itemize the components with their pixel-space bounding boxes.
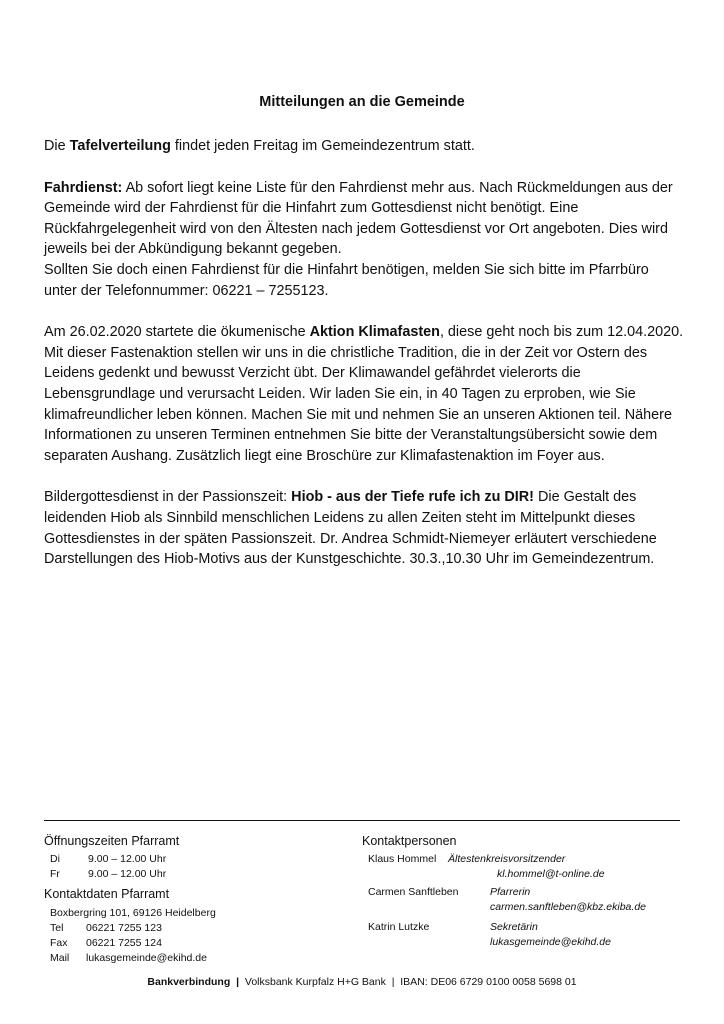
bank-separator: | (236, 976, 240, 988)
person-email: lukasgemeinde@ekihd.de (490, 936, 611, 948)
person-role: Pfarrerin (490, 886, 531, 898)
paragraph-text: Die Gestalt des leidenden Hiob als Sinnbild menschlichen Leidens zu allen Zeiten steht im Mittelpunkt dieses Gottesdienstes in der späten Passionszeit. Dr. Andrea Schmidt-Niemeyer erläutert verschiedene Darstellungen des Hiob-Motivs aus der Kunstgeschichte. 30.3.,10.30 Uhr im Gemeindezentrum. (44, 489, 657, 568)
bank-label: Bankverbindung (147, 976, 231, 988)
paragraph-text: Sollten Sie doch einen Fahrdienst für die Hinfahrt benötigen, melden Sie sich bitte im Pfarrbüro unter der Telefonnummer: 06221 – 7255123. (44, 261, 649, 299)
person-name: Carmen Sanftleben (368, 886, 459, 898)
contact-row-tel (50, 921, 162, 935)
person-email: kl.hommel@t-online.de (497, 868, 605, 880)
person-email: carmen.sanftleben@kbz.ekiba.de (490, 901, 646, 913)
footer-divider (44, 820, 680, 821)
paragraph-klimafasten (44, 322, 684, 466)
opening-hours-day: Di (50, 853, 60, 865)
contact-value: lukasgemeinde@ekihd.de (86, 952, 207, 964)
opening-hours-heading: Öffnungszeiten Pfarramt (44, 834, 180, 848)
bank-details (0, 975, 724, 989)
contact-persons-heading: Kontaktpersonen (362, 834, 457, 848)
address: Boxbergring 101, 69126 Heidelberg (50, 907, 216, 919)
paragraph-bold-text: Aktion Klimafasten (309, 324, 440, 341)
bank-separator: | (391, 976, 395, 988)
paragraph-fahrdienst (44, 178, 684, 302)
opening-hours-row (50, 852, 166, 866)
paragraph-text: , diese geht noch bis zum 12.04.2020. Mit dieser Fastenaktion stellen wir uns in die christliche Tradition, die in der Zeit vor Ostern des Leidens gedenkt und bewusst Verzicht übt. Der Klimawandel gefährdet vielerorts die Lebensgrundlage und verursacht Leiden. Wir laden Sie ein, in 40 Tagen zu erproben, wie Sie klimafreundlicher leben können. Machen Sie mit und nehmen Sie an unseren Aktionen teil. Nähere Informationen zu unseren Terminen entnehmen Sie bitte der Veranstaltungsübersicht sowie dem separaten Aushang. Zusätzlich liegt eine Broschüre zur Klimafastenaktion im Foyer aus. (44, 324, 684, 464)
contact-row-fax (50, 936, 162, 950)
paragraph-text: Bildergottesdienst in der Passionszeit: (44, 489, 292, 506)
contact-label: Tel (50, 922, 64, 934)
contact-value: 06221 7255 124 (86, 937, 162, 949)
paragraph-bold-text: Tafelverteilung (69, 138, 171, 154)
person-name: Klaus Hommel (368, 853, 437, 865)
paragraph-text: findet jeden Freitag im Gemeindezentrum statt. (170, 138, 475, 154)
person-role: Sekretärin (490, 921, 538, 933)
opening-hours-time: 9.00 – 12.00 Uhr (88, 853, 167, 865)
bank-name: Volksbank Kurpfalz H+G Bank (244, 976, 386, 988)
opening-hours-time: 9.00 – 12.00 Uhr (88, 868, 167, 880)
bank-iban: IBAN: DE06 6729 0100 0058 5698 01 (400, 976, 577, 988)
contact-value: 06221 7255 123 (86, 922, 162, 934)
opening-hours-row (50, 867, 166, 881)
paragraph-bold-text: Hiob - aus der Tiefe rufe ich zu DIR! (291, 489, 534, 506)
contact-label: Mail (50, 952, 70, 964)
paragraph-text: Ab sofort liegt keine Liste für den Fahrdienst mehr aus. Nach Rückmeldungen aus der Gemeinde wird der Fahrdienst für die Hinfahrt zum Gottesdienst nicht benötigt. Eine Rückfahrgelegenheit wird von den Ältesten nach jedem Gottesdienst vor Ort angeboten. Dies wird jeweils bei der Abkündigung bekannt gegeben. (44, 179, 673, 258)
paragraph-bildergottesdienst (44, 487, 684, 569)
person-role: Ältestenkreisvorsitzender (448, 853, 566, 865)
paragraph-bold-text: Fahrdienst: (44, 179, 123, 196)
paragraph-text: Die (44, 138, 70, 154)
contact-row-mail (50, 951, 207, 965)
page-title: Mitteilungen an die Gemeinde (259, 94, 465, 110)
contact-heading: Kontaktdaten Pfarramt (44, 887, 170, 901)
contact-label: Fax (50, 937, 68, 949)
paragraph-text: Am 26.02.2020 startete die ökumenische (44, 324, 310, 341)
document-body (44, 136, 684, 591)
paragraph-tafel (44, 136, 684, 157)
opening-hours-day: Fr (50, 868, 60, 880)
person-name: Katrin Lutzke (368, 921, 430, 933)
